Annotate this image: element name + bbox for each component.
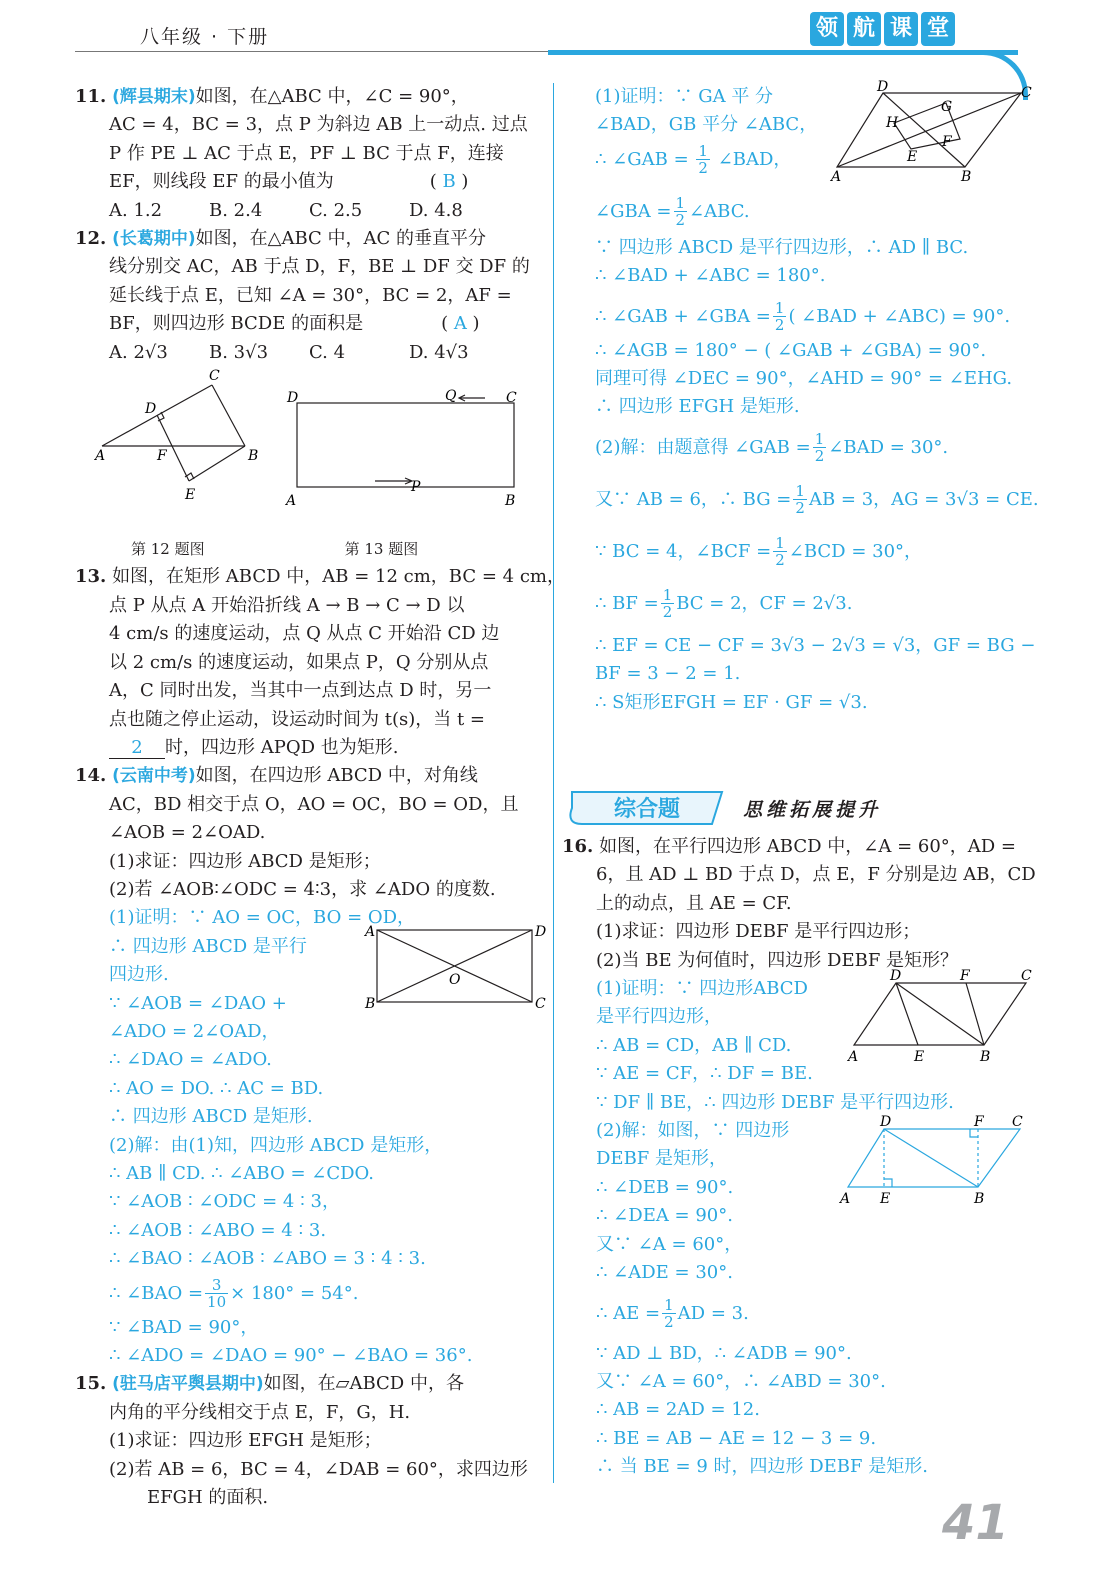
q16-line: 上的动点，且 AE = CF. — [596, 892, 792, 914]
sol-text: ∠BAD， — [717, 148, 792, 170]
q16-line: (2)当 BE 为何值时，四边形 DEBF 是矩形？ — [596, 949, 959, 971]
sol-line — [75, 1274, 545, 1314]
sol-line: 又∵ ∠A = 60°， — [596, 1233, 743, 1255]
q15-line: EFGH 的面积. — [147, 1487, 269, 1509]
label-B: B — [974, 1191, 985, 1208]
brand-char: 堂 — [921, 12, 955, 46]
brand-char: 课 — [884, 12, 918, 46]
sol-text: ∴ BF = — [595, 592, 659, 614]
sol-line: ∴ ∠AGB = 180° − ( ∠GAB + ∠GBA) = 90°. — [595, 339, 987, 361]
sol-line — [595, 297, 1035, 337]
q16-block — [562, 833, 1042, 1482]
label-B: B — [961, 169, 972, 185]
sol-text: ∴ ∠BAO = — [109, 1282, 204, 1304]
fraction — [793, 483, 807, 516]
sol-line: ∴ BE = AB − AE = 12 − 3 = 9. — [596, 1427, 877, 1449]
sol-line — [595, 428, 1035, 468]
q12-line: 延长线于点 E，已知 ∠A = 30°，BC = 2，AF = — [109, 284, 512, 306]
sol-line: ∴ ∠DEA = 90°. — [596, 1205, 733, 1227]
sol-line: BF = 3 − 2 = 1. — [595, 663, 741, 685]
numerator: 3 — [205, 1277, 228, 1294]
label-B: B — [365, 996, 376, 1013]
sol-line: ∵ ∠AOB ∶ ∠ODC = 4 ∶ 3， — [109, 1191, 340, 1213]
answer-blank: 2 — [109, 738, 165, 759]
fraction — [773, 300, 787, 333]
right-column — [595, 79, 1039, 717]
question-text: 如图，在▱ABCD 中，各 — [263, 1373, 464, 1395]
sol-text: ∵ BC = 4，∠BCF = — [595, 540, 772, 562]
q13-line: 点 P 从点 A 开始沿折线 A → B → C → D 以 — [109, 594, 465, 616]
sol-line: (1)证明：∵ GA 平 分 — [595, 86, 774, 107]
question-number: 14. — [75, 765, 107, 787]
brand-char: 领 — [810, 12, 844, 46]
sol-line: ∴ ∠BAD + ∠ABC = 180°. — [595, 265, 826, 287]
question-text: 如图，在△ABC 中，∠C = 90°， — [195, 86, 469, 107]
sol-line: ∴ ∠ADO = ∠DAO = 90° − ∠BAO = 36°. — [109, 1345, 473, 1367]
q16-solution — [562, 968, 1042, 1482]
q14-line — [75, 762, 545, 790]
label-H: H — [886, 115, 899, 131]
label-D: D — [535, 924, 547, 941]
label-C: C — [506, 390, 517, 407]
label-A: A — [848, 1049, 859, 1066]
sol-line: ∴ ∠DAO = ∠ADO. — [109, 1049, 272, 1071]
sol-line: ∴ 当 BE = 9 时，四边形 DEBF 是矩形. — [596, 1456, 928, 1478]
question-number: 13. — [75, 566, 107, 588]
choice: C. 4 — [309, 341, 346, 363]
choice: B. 2.4 — [209, 199, 263, 221]
label-C: C — [209, 368, 220, 385]
sol-text: ∠GBA = — [595, 200, 672, 222]
label-B: B — [980, 1049, 991, 1066]
label-F: F — [974, 1114, 984, 1131]
q14-line: ∠AOB = 2∠OAD. — [109, 822, 266, 844]
label-P: P — [411, 479, 421, 496]
sol-line: ∴ AB ∥ CD. ∴ ∠ABO = ∠CDO. — [109, 1163, 374, 1184]
q16-line: 6，且 AD ⊥ BD 于点 D，点 E，F 分别是边 AB，CD — [596, 864, 1036, 886]
sol-line: 又∵ ∠A = 60°，∴ ∠ABD = 30°. — [596, 1370, 886, 1392]
q13-line — [75, 734, 545, 762]
numerator: 1 — [662, 586, 673, 605]
q13-line: 以 2 cm/s 的速度运动，如果点 P，Q 分别从点 — [109, 651, 489, 673]
sol-line: ∴ 四边形 ABCD 是矩形. — [109, 1106, 313, 1128]
sol-line: ∵ AD ⊥ BD，∴ ∠ADB = 90°. — [596, 1342, 852, 1364]
banner-label: 综合题 — [613, 797, 681, 822]
q12-line — [75, 225, 545, 253]
question-number: 16. — [562, 836, 594, 857]
sol-text: ∠BCD = 30°， — [788, 540, 923, 562]
fraction — [661, 587, 675, 620]
sol-line: ∴ 四边形 EFGH 是矩形. — [595, 396, 800, 418]
label-C: C — [535, 996, 546, 1013]
numerator: 1 — [675, 194, 686, 213]
banner-subtitle: 思维拓展提升 — [743, 798, 882, 821]
page-number: 41 — [942, 1495, 1009, 1551]
q16-line — [562, 833, 1042, 861]
numerator: 1 — [814, 430, 825, 449]
denominator: 2 — [774, 316, 785, 335]
question-text: 如图，在平行四边形 ABCD 中，∠A = 60°，AD = — [599, 836, 1017, 857]
q11-line: P 作 PE ⊥ AC 于点 E，PF ⊥ BC 于点 F，连接 — [109, 142, 504, 164]
sol-line: ∴ 四边形 ABCD 是平行 — [109, 935, 307, 957]
figure-q16-a — [844, 969, 1034, 1069]
numerator: 1 — [774, 299, 785, 318]
figure-captions — [75, 535, 545, 563]
section-banner — [562, 788, 881, 828]
sol-text: (2)解：由题意得 ∠GAB = — [595, 436, 811, 458]
label-O: O — [449, 972, 461, 989]
sol-line: ∠BAD，GB 平分 ∠ABC， — [595, 114, 818, 136]
sol-text: ∴ AE = — [596, 1302, 661, 1324]
label-C: C — [1021, 85, 1032, 101]
sol-line: ∵ 四边形 ABCD 是平行四边形，∴ AD ∥ BC. — [595, 236, 969, 258]
label-Q: Q — [445, 388, 457, 405]
sol-line: ∴ ∠DEB = 90°. — [596, 1176, 734, 1198]
label-B: B — [505, 493, 516, 510]
q15-line — [75, 1370, 545, 1398]
numerator: 1 — [795, 482, 805, 501]
sol-text: 又∵ AB = 6，∴ BG = — [595, 488, 792, 510]
q12-choices — [75, 339, 545, 367]
q11-line — [75, 83, 545, 111]
label-F: F — [942, 134, 952, 150]
q13-line: 点也随之停止运动，设运动时间为 t(s)，当 t = — [109, 708, 485, 730]
label-A: A — [840, 1191, 851, 1208]
sol-line: 同理可得 ∠DEC = 90°，∠AHD = 90° = ∠EHG. — [595, 368, 1013, 390]
label-A: A — [831, 169, 842, 185]
q15-line: (1)求证：四边形 EFGH 是矩形； — [109, 1430, 382, 1452]
q14-line: (1)求证：四边形 ABCD 是矩形； — [109, 850, 381, 872]
sol-text: ∠ABC. — [689, 200, 750, 222]
numerator: 1 — [775, 534, 785, 553]
q15-solution — [595, 79, 1035, 232]
question-number: 12. — [75, 228, 107, 250]
sol-line: (2)解：由(1)知，四边形 ABCD 是矩形， — [109, 1134, 443, 1156]
sol-line — [595, 584, 1035, 624]
sol-line: ∴ ∠BAO ∶ ∠AOB ∶ ∠ABO = 3 ∶ 4 ∶ 3. — [109, 1248, 426, 1270]
sol-line: ∴ S矩形EFGH = EF · GF = √3. — [595, 691, 868, 713]
question-text: EF，则线段 EF 的最小值为 — [109, 171, 334, 193]
label-C: C — [1021, 968, 1032, 985]
q14-solution — [75, 904, 545, 1370]
q15-line: (2)若 AB = 6，BC = 4，∠DAB = 60°，求四边形 — [109, 1458, 528, 1480]
sol-line: ∴ ∠ADE = 30°. — [596, 1262, 733, 1284]
label-E: E — [914, 1049, 925, 1066]
brand-logo — [810, 12, 955, 46]
banner-tab — [562, 788, 732, 828]
question-text: 时，四边形 APQD 也为矩形. — [165, 736, 399, 758]
label-A: A — [286, 493, 297, 510]
fraction — [674, 195, 688, 228]
label-F: F — [960, 968, 970, 985]
sol-line: ∴ EF = CE − CF = 3√3 − 2√3 = √3，GF = BG − — [595, 634, 1036, 656]
q11-line: AC = 4，BC = 3，点 P 为斜边 AB 上一动点. 过点 — [109, 114, 528, 136]
q11-line: EF，则线段 EF 的最小值为 ( B ) — [109, 171, 469, 193]
header-grade: 八年级 · 下册 — [140, 26, 270, 48]
sol-text: BC = 2，CF = 2√3. — [676, 592, 853, 614]
question-text: BF，则四边形 BCDE 的面积是 — [109, 313, 364, 335]
label-D: D — [877, 79, 889, 95]
question-text: 如图，在矩形 ABCD 中，AB = 12 cm，BC = 4 cm， — [112, 566, 565, 588]
numerator: 1 — [698, 142, 708, 161]
q11-choices — [75, 197, 545, 225]
sol-line: ∵ DF ∥ BE，∴ 四边形 DEBF 是平行四边形. — [596, 1091, 954, 1113]
left-column — [75, 83, 565, 1512]
question-source: (驻马店平舆县期中) — [112, 1374, 264, 1395]
sol-line: (2)解：如图，∵ 四边形 — [596, 1120, 790, 1142]
caption-12: 第 12 题图 — [131, 540, 205, 559]
label-D: D — [287, 390, 299, 407]
sol-line: ∴ ∠AOB ∶ ∠ABO = 4 ∶ 3. — [109, 1219, 327, 1241]
sol-line: ∵ ∠AOB = ∠DAO + — [109, 992, 287, 1014]
label-E: E — [185, 487, 196, 504]
denominator: 2 — [664, 1313, 674, 1331]
choice: A. 2√3 — [109, 341, 168, 363]
question-source: (云南中考) — [112, 766, 196, 787]
sol-line: 四边形. — [109, 964, 169, 986]
q14-line: AC，BD 相交于点 O，AO = OC，BO = OD，且 — [109, 793, 519, 815]
fraction — [662, 1297, 676, 1330]
answer: B — [442, 171, 456, 193]
sol-text: AB = 3，AG = 3√3 = CE. — [808, 488, 1039, 510]
label-B: B — [248, 448, 259, 465]
sol-line: ∵ ∠BAD = 90°， — [109, 1316, 259, 1338]
header-rule — [75, 51, 555, 52]
q12-line: BF，则四边形 BCDE 的面积是 ( A ) — [109, 313, 480, 335]
label-C: C — [1012, 1114, 1023, 1131]
label-F: F — [157, 448, 167, 465]
q13-line — [75, 563, 565, 591]
label-D: D — [890, 968, 902, 985]
label-D: D — [145, 401, 157, 418]
sol-line — [595, 532, 1035, 572]
sol-text: × 180° = 54°. — [230, 1282, 359, 1304]
denominator: 10 — [207, 1293, 227, 1312]
numerator: 1 — [664, 1296, 674, 1314]
brand-char: 航 — [847, 12, 881, 46]
q16-line: (1)求证：四边形 DEBF 是平行四边形； — [596, 921, 921, 943]
q13-line: 4 cm/s 的速度运动，点 Q 从点 C 开始沿 CD 边 — [109, 623, 500, 645]
figure-q15 — [831, 79, 1041, 185]
label-A: A — [365, 924, 376, 941]
figure-q12-q13 — [75, 367, 545, 535]
choice: A. 1.2 — [109, 199, 163, 221]
sol-line: ∴ AB = 2AD = 12. — [596, 1399, 760, 1421]
sol-line: ∠ADO = 2∠OAD， — [109, 1020, 280, 1042]
fraction — [813, 431, 827, 464]
q15-line: 内角的平分线相交于点 E，F，G，H. — [109, 1401, 411, 1423]
sol-line: (1)证明：∵ 四边形ABCD — [596, 978, 808, 1000]
caption-13: 第 13 题图 — [344, 540, 419, 559]
choice: D. 4.8 — [409, 199, 463, 221]
denominator: 2 — [775, 551, 785, 570]
denominator: 2 — [675, 211, 686, 230]
label-E: E — [907, 149, 918, 165]
header-accent-bar — [548, 50, 1018, 55]
sol-line: (1)证明：∵ AO = OC，BO = OD， — [109, 907, 416, 929]
sol-line — [595, 192, 1035, 232]
choice: C. 2.5 — [309, 199, 363, 221]
denominator: 2 — [795, 499, 805, 518]
fraction — [773, 535, 787, 568]
label-G: G — [941, 99, 953, 115]
sol-text: AD = 3. — [677, 1302, 749, 1324]
question-number: 11. — [75, 86, 107, 107]
label-A: A — [95, 448, 106, 465]
sol-line: ∴ AB = CD，AB ∥ CD. — [596, 1034, 792, 1056]
question-source: (辉县期末) — [112, 87, 196, 107]
q13-line: A，C 同时出发，当其中一点到达点 D 时，另一 — [109, 680, 492, 702]
q12-q13-figures — [75, 367, 545, 535]
sol-line: ∵ AE = CF，∴ DF = BE. — [596, 1063, 813, 1085]
sol-text: ∴ ∠GAB + ∠GBA = — [595, 305, 771, 327]
column-divider — [553, 83, 554, 1483]
label-D: D — [880, 1114, 892, 1131]
denominator: 2 — [662, 603, 673, 622]
fraction — [696, 143, 710, 176]
label-E: E — [880, 1191, 891, 1208]
q12-line: 线分别交 AC，AB 于点 D，F，BE ⊥ DF 交 DF 的 — [109, 256, 530, 278]
sol-line — [562, 1294, 1042, 1334]
question-source: (长葛期中) — [112, 229, 196, 250]
denominator: 2 — [814, 447, 825, 466]
denominator: 2 — [698, 159, 708, 178]
question-number: 15. — [75, 1373, 107, 1395]
q14-line: (2)若 ∠AOB∶∠ODC = 4∶3，求 ∠ADO 的度数. — [109, 878, 496, 900]
sol-line: 是平行四边形， — [596, 1006, 722, 1028]
sol-text: ∴ ∠GAB = — [595, 148, 689, 170]
figure-q16-b — [838, 1115, 1028, 1210]
answer: A — [453, 313, 467, 335]
question-text: 如图，在四边形 ABCD 中，对角线 — [195, 765, 478, 787]
figure-q14 — [365, 924, 545, 1014]
fraction — [205, 1277, 228, 1310]
sol-line: DEBF 是矩形， — [596, 1148, 728, 1170]
sol-text: ∠BAD = 30°. — [828, 436, 949, 458]
sol-line — [595, 480, 1039, 520]
choice: D. 4√3 — [409, 341, 469, 363]
choice: B. 3√3 — [209, 341, 269, 363]
sol-text: ( ∠BAD + ∠ABC) = 90°. — [788, 305, 1011, 327]
sol-line: ∴ AO = DO. ∴ AC = BD. — [109, 1077, 324, 1099]
question-text: 如图，在△ABC 中，AC 的垂直平分 — [195, 228, 486, 250]
